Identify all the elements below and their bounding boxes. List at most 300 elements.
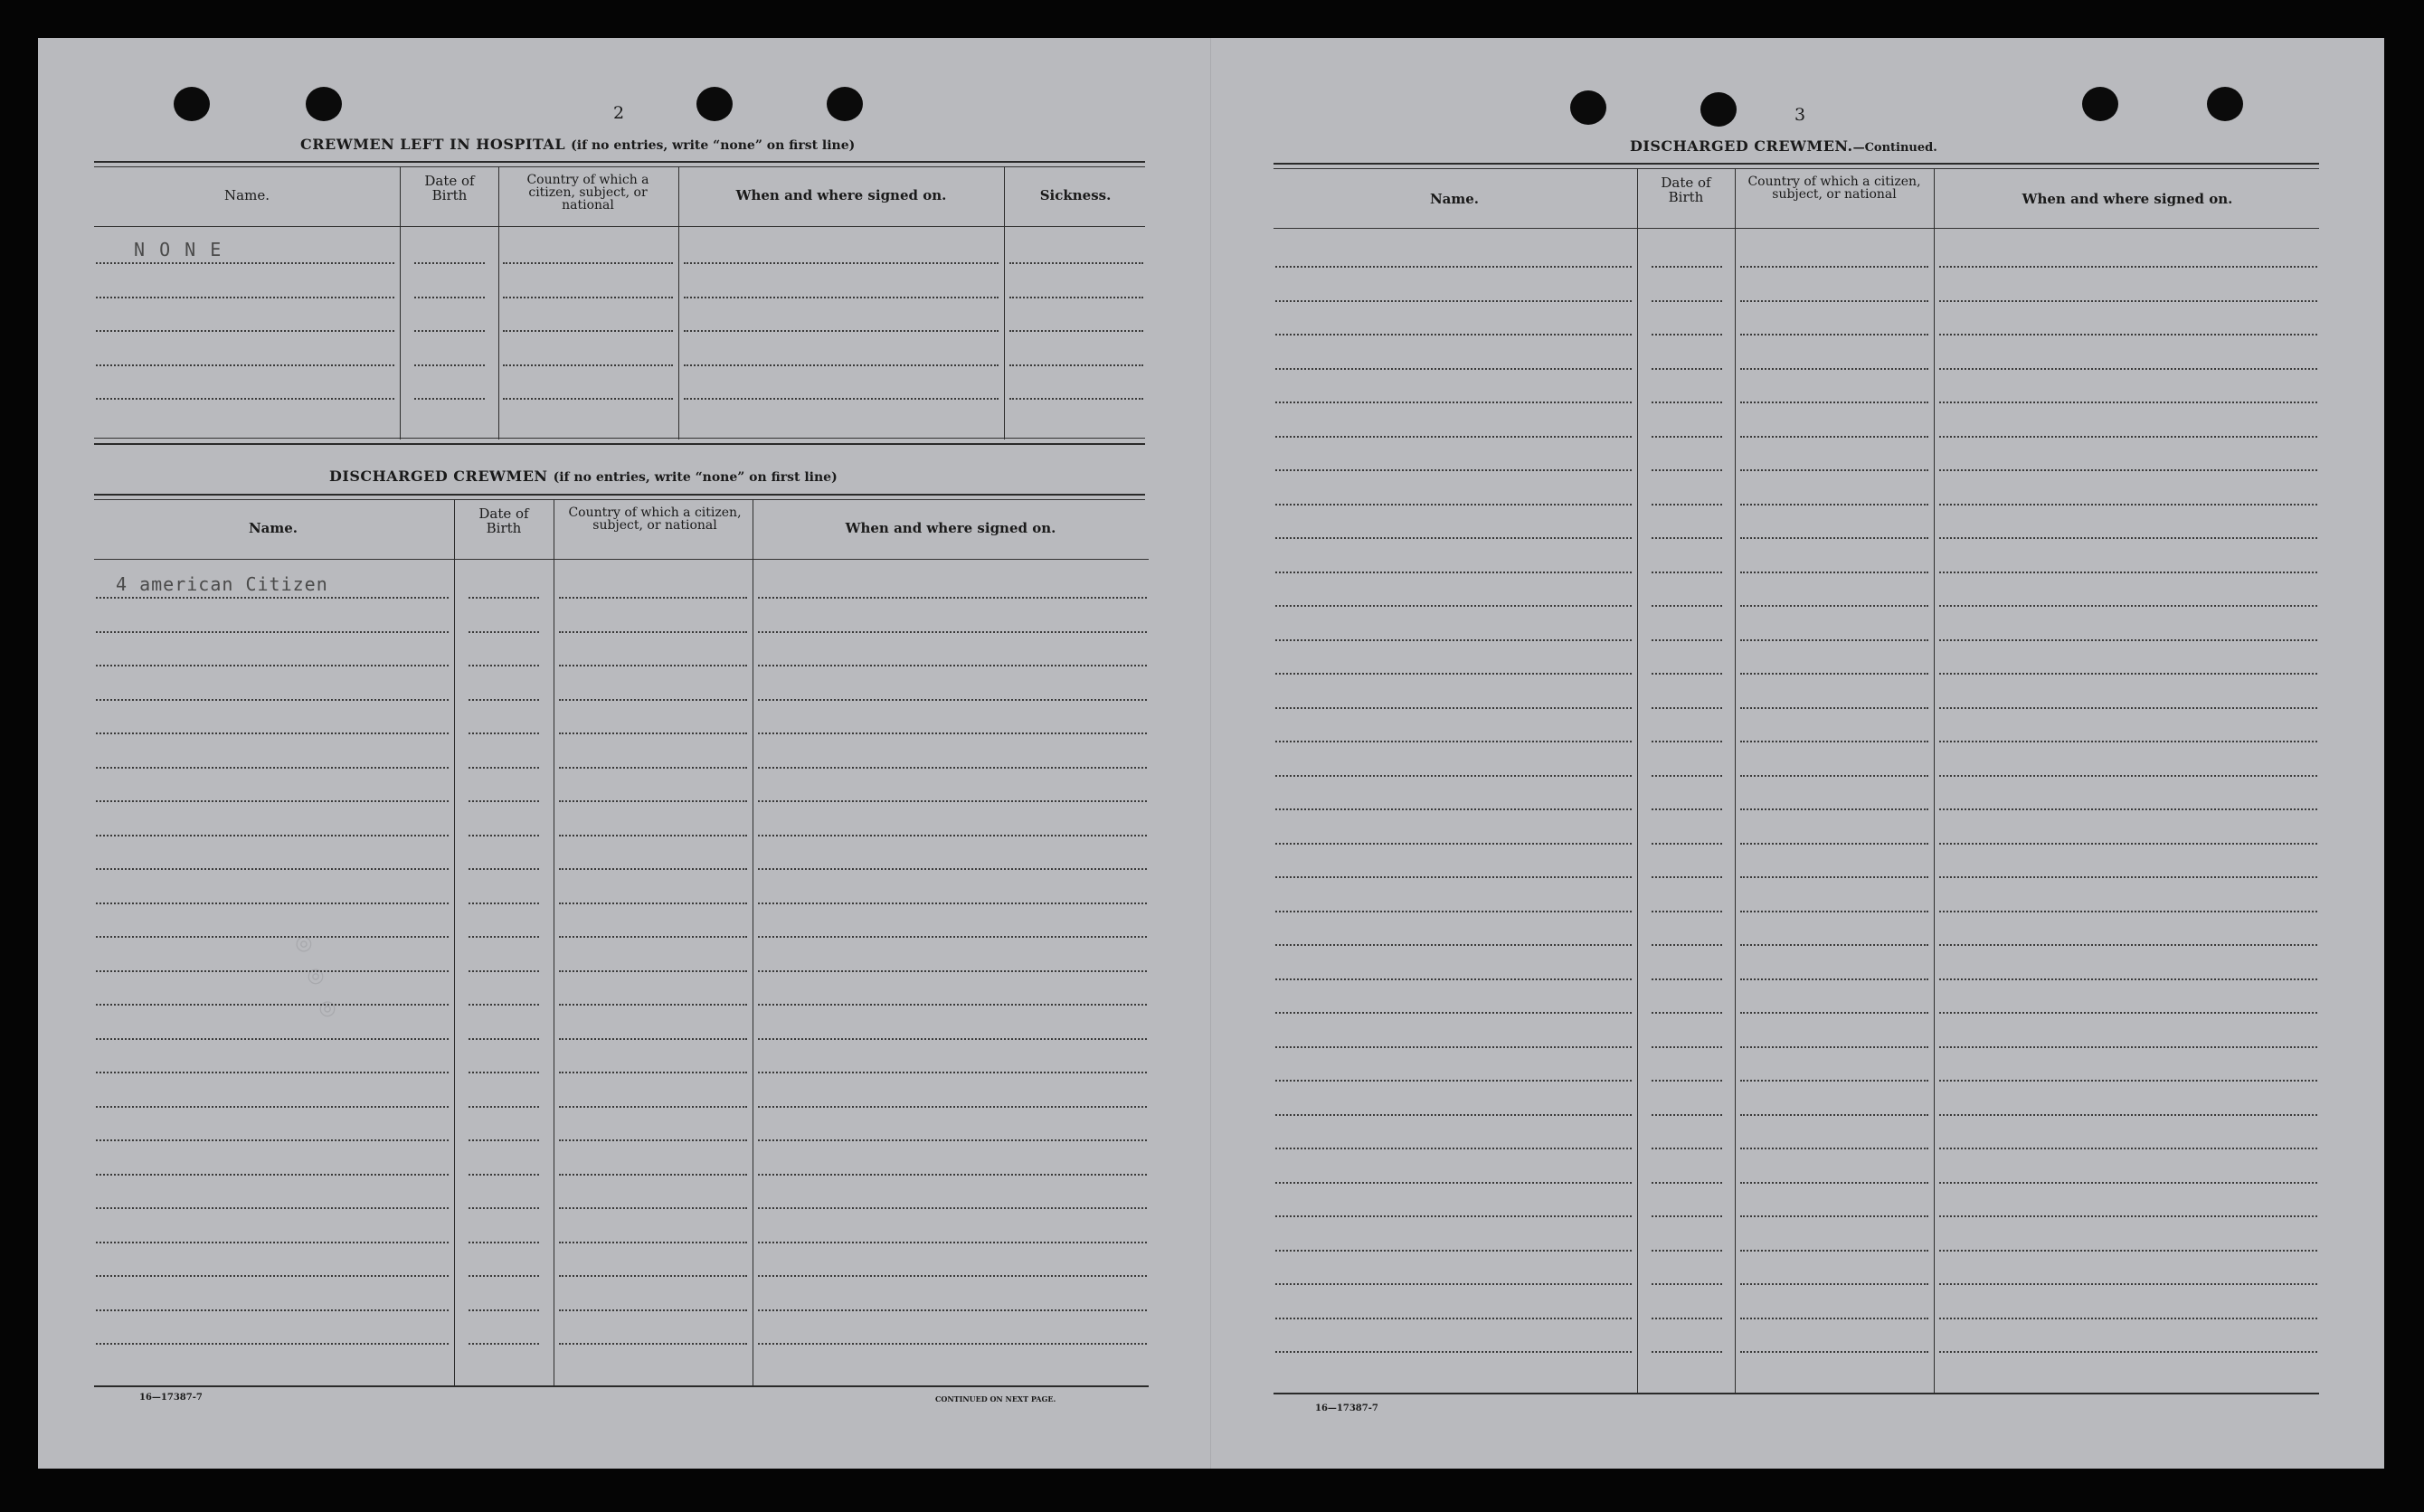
dotted-ruled-line <box>1652 707 1722 709</box>
dotted-ruled-line <box>1275 572 1632 573</box>
dotted-ruled-line <box>1939 300 2317 302</box>
dotted-ruled-line <box>1939 1182 2317 1184</box>
left-footer-continued: CONTINUED ON NEXT PAGE. <box>935 1394 1056 1403</box>
dotted-ruled-line <box>96 732 449 734</box>
hospital-top-rule <box>94 161 1145 163</box>
hospital-col-signed: When and where signed on. <box>735 187 947 203</box>
dotted-ruled-line <box>96 868 449 870</box>
dotted-ruled-line <box>1652 436 1722 438</box>
dotted-ruled-line <box>96 767 449 769</box>
dotted-ruled-line <box>469 732 539 734</box>
dotted-ruled-line <box>1939 368 2317 370</box>
dotted-ruled-line <box>503 330 673 332</box>
page-fold <box>1210 38 1211 1469</box>
dotted-ruled-line <box>96 398 394 400</box>
dotted-ruled-line <box>559 1207 747 1209</box>
dotted-ruled-line <box>559 1343 747 1345</box>
discharged-col-signed: When and where signed on. <box>845 520 1056 536</box>
dotted-ruled-line <box>469 1309 539 1311</box>
discharged-col-name: Name. <box>248 520 298 536</box>
dotted-ruled-line <box>1740 639 1928 641</box>
dotted-ruled-line <box>1939 639 2317 641</box>
dotted-ruled-line <box>503 398 673 400</box>
dotted-ruled-line <box>684 297 999 298</box>
dotted-ruled-line <box>1652 876 1722 878</box>
dotted-ruled-line <box>1275 775 1632 777</box>
dotted-ruled-line <box>1740 911 1928 912</box>
dotted-ruled-line <box>1275 673 1632 675</box>
dotted-ruled-line <box>414 330 485 332</box>
dotted-ruled-line <box>758 1343 1147 1345</box>
dotted-ruled-line <box>1275 368 1632 370</box>
dotted-ruled-line <box>1652 266 1722 268</box>
dotted-ruled-line <box>1652 911 1722 912</box>
dotted-ruled-line <box>503 364 673 366</box>
dotted-ruled-line <box>1652 1283 1722 1285</box>
dotted-ruled-line <box>1740 300 1928 302</box>
dotted-ruled-line <box>1275 605 1632 607</box>
dotted-ruled-line <box>469 631 539 633</box>
dotted-ruled-line <box>758 1309 1147 1311</box>
dotted-ruled-line <box>96 1275 449 1277</box>
dotted-ruled-line <box>559 1309 747 1311</box>
dotted-ruled-line <box>1740 1080 1928 1082</box>
dotted-ruled-line <box>559 1106 747 1108</box>
right-bottom-rule <box>1274 1393 2319 1394</box>
dotted-ruled-line <box>1740 402 1928 403</box>
hospital-col-divider <box>400 166 401 439</box>
dotted-ruled-line <box>1740 436 1928 438</box>
dotted-ruled-line <box>559 1275 747 1277</box>
dotted-ruled-line <box>469 597 539 599</box>
dotted-ruled-line <box>469 1174 539 1176</box>
dotted-ruled-line <box>1939 843 2317 845</box>
dotted-ruled-line <box>1740 537 1928 539</box>
dotted-ruled-line <box>1652 605 1722 607</box>
dotted-ruled-line <box>1275 1250 1632 1252</box>
dotted-ruled-line <box>1652 1182 1722 1184</box>
dotted-ruled-line <box>1009 297 1143 298</box>
dotted-ruled-line <box>1939 334 2317 335</box>
right-footer-code: 16—17387-7 <box>1315 1403 1378 1413</box>
dotted-ruled-line <box>96 364 394 366</box>
discharged-top-rule-2 <box>94 499 1145 500</box>
hospital-col-divider <box>678 166 679 439</box>
dotted-ruled-line <box>758 732 1147 734</box>
dotted-ruled-line <box>758 936 1147 938</box>
faded-stamp: ◎ ◎ ◎ <box>290 931 344 1026</box>
dotted-ruled-line <box>1275 639 1632 641</box>
dotted-ruled-line <box>559 902 747 904</box>
dotted-ruled-line <box>1740 808 1928 810</box>
dotted-ruled-line <box>96 970 449 972</box>
punch-hole <box>306 87 342 121</box>
dotted-ruled-line <box>1740 741 1928 742</box>
dotted-ruled-line <box>1275 741 1632 742</box>
dotted-ruled-line <box>1939 1283 2317 1285</box>
discharged-title-text: DISCHARGED CREWMEN <box>329 468 548 485</box>
dotted-ruled-line <box>96 902 449 904</box>
dotted-ruled-line <box>1740 504 1928 506</box>
dotted-ruled-line <box>1652 673 1722 675</box>
dotted-ruled-line <box>1740 876 1928 878</box>
dotted-ruled-line <box>1740 944 1928 946</box>
dotted-ruled-line <box>1275 1046 1632 1048</box>
discharged-title-note: (if no entries, write “none” on first line) <box>553 470 838 485</box>
dotted-ruled-line <box>758 1174 1147 1176</box>
dotted-ruled-line <box>469 800 539 802</box>
dotted-ruled-line <box>1939 1250 2317 1252</box>
dotted-ruled-line <box>469 936 539 938</box>
dotted-ruled-line <box>559 1174 747 1176</box>
hospital-header-rule <box>94 226 1145 227</box>
dotted-ruled-line <box>96 1343 449 1345</box>
dotted-ruled-line <box>1939 911 2317 912</box>
dotted-ruled-line <box>758 1072 1147 1073</box>
dotted-ruled-line <box>1652 1012 1722 1014</box>
dotted-ruled-line <box>469 665 539 666</box>
dotted-ruled-line <box>96 1106 449 1108</box>
dotted-ruled-line <box>1939 741 2317 742</box>
dotted-ruled-line <box>1740 775 1928 777</box>
dotted-ruled-line <box>96 699 449 701</box>
dotted-ruled-line <box>559 868 747 870</box>
dotted-ruled-line <box>758 1004 1147 1006</box>
hospital-col-dob: Date of Birth <box>424 173 475 203</box>
dotted-ruled-line <box>684 330 999 332</box>
dotted-ruled-line <box>469 1038 539 1040</box>
dotted-ruled-line <box>1009 262 1143 264</box>
dotted-ruled-line <box>1939 1351 2317 1353</box>
punch-hole <box>2082 87 2118 121</box>
right-top-rule-2 <box>1274 168 2319 169</box>
hospital-title-note: (if no entries, write “none” on first line) <box>571 138 856 153</box>
dotted-ruled-line <box>1275 808 1632 810</box>
dotted-ruled-line <box>1740 572 1928 573</box>
dotted-ruled-line <box>469 835 539 836</box>
dotted-ruled-line <box>1652 843 1722 845</box>
dotted-ruled-line <box>758 699 1147 701</box>
dotted-ruled-line <box>1275 334 1632 335</box>
punch-hole <box>827 87 863 121</box>
dotted-ruled-line <box>1275 1318 1632 1319</box>
dotted-ruled-line <box>1939 402 2317 403</box>
dotted-ruled-line <box>414 398 485 400</box>
dotted-ruled-line <box>1939 1114 2317 1116</box>
dotted-ruled-line <box>1939 673 2317 675</box>
dotted-ruled-line <box>414 262 485 264</box>
dotted-ruled-line <box>1652 1046 1722 1048</box>
document-sheet <box>38 38 2384 1469</box>
dotted-ruled-line <box>96 835 449 836</box>
dotted-ruled-line <box>1740 469 1928 471</box>
dotted-ruled-line <box>96 297 394 298</box>
hospital-col-country: Country of which a citizen, subject, or national <box>526 173 649 213</box>
dotted-ruled-line <box>1275 537 1632 539</box>
dotted-ruled-line <box>96 1242 449 1243</box>
dotted-ruled-line <box>1740 334 1928 335</box>
dotted-ruled-line <box>1275 504 1632 506</box>
dotted-ruled-line <box>1275 944 1632 946</box>
dotted-ruled-line <box>469 1106 539 1108</box>
right-col-signed: When and where signed on. <box>2022 191 2233 207</box>
dotted-ruled-line <box>1939 944 2317 946</box>
dotted-ruled-line <box>1939 1080 2317 1082</box>
hospital-col-name: Name. <box>224 187 270 203</box>
right-page-number: 3 <box>1794 105 1806 125</box>
dotted-ruled-line <box>96 1207 449 1209</box>
hospital-top-rule-2 <box>94 166 1145 167</box>
dotted-ruled-line <box>1652 1080 1722 1082</box>
dotted-ruled-line <box>96 1072 449 1073</box>
dotted-ruled-line <box>1275 300 1632 302</box>
dotted-ruled-line <box>1740 978 1928 980</box>
dotted-ruled-line <box>559 835 747 836</box>
dotted-ruled-line <box>1652 1250 1722 1252</box>
dotted-ruled-line <box>1275 436 1632 438</box>
dotted-ruled-line <box>1939 978 2317 980</box>
dotted-ruled-line <box>96 665 449 666</box>
punch-hole <box>174 87 210 121</box>
left-page-number: 2 <box>613 103 625 123</box>
dotted-ruled-line <box>1939 266 2317 268</box>
left-footer-code: 16—17387-7 <box>139 1393 203 1403</box>
dotted-ruled-line <box>96 1174 449 1176</box>
dotted-ruled-line <box>1275 1114 1632 1116</box>
dotted-ruled-line <box>758 1207 1147 1209</box>
dotted-ruled-line <box>559 1139 747 1141</box>
hospital-section-title <box>300 136 855 153</box>
dotted-ruled-line <box>1939 1046 2317 1048</box>
dotted-ruled-line <box>1652 537 1722 539</box>
dotted-ruled-line <box>758 902 1147 904</box>
dotted-ruled-line <box>1275 843 1632 845</box>
dotted-ruled-line <box>1652 1114 1722 1116</box>
dotted-ruled-line <box>469 902 539 904</box>
dotted-ruled-line <box>1939 876 2317 878</box>
dotted-ruled-line <box>1275 469 1632 471</box>
dotted-ruled-line <box>1009 398 1143 400</box>
dotted-ruled-line <box>96 1004 449 1006</box>
dotted-ruled-line <box>1939 469 2317 471</box>
right-col-divider <box>1934 168 1935 1393</box>
punch-hole <box>1570 90 1606 125</box>
dotted-ruled-line <box>758 597 1147 599</box>
dotted-ruled-line <box>1652 1318 1722 1319</box>
dotted-ruled-line <box>1740 1318 1928 1319</box>
dotted-ruled-line <box>1652 808 1722 810</box>
dotted-ruled-line <box>1652 978 1722 980</box>
dotted-ruled-line <box>96 1139 449 1141</box>
discharged-entry: 4 american Citizen <box>116 573 328 595</box>
dotted-ruled-line <box>1740 1182 1928 1184</box>
dotted-ruled-line <box>559 699 747 701</box>
dotted-ruled-line <box>559 631 747 633</box>
dotted-ruled-line <box>1652 944 1722 946</box>
dotted-ruled-line <box>758 1139 1147 1141</box>
dotted-ruled-line <box>1939 808 2317 810</box>
dotted-ruled-line <box>1740 1148 1928 1149</box>
dotted-ruled-line <box>758 970 1147 972</box>
dotted-ruled-line <box>96 631 449 633</box>
dotted-ruled-line <box>96 1309 449 1311</box>
right-header-rule <box>1274 228 2319 229</box>
dotted-ruled-line <box>1652 1351 1722 1353</box>
dotted-ruled-line <box>1939 1215 2317 1217</box>
dotted-ruled-line <box>96 800 449 802</box>
dotted-ruled-line <box>559 597 747 599</box>
dotted-ruled-line <box>559 1072 747 1073</box>
dotted-ruled-line <box>1740 673 1928 675</box>
dotted-ruled-line <box>559 1038 747 1040</box>
dotted-ruled-line <box>469 970 539 972</box>
dotted-ruled-line <box>469 1275 539 1277</box>
dotted-ruled-line <box>684 364 999 366</box>
dotted-ruled-line <box>503 262 673 264</box>
dotted-ruled-line <box>1652 402 1722 403</box>
dotted-ruled-line <box>1740 1351 1928 1353</box>
right-col-dob: Date of Birth <box>1661 175 1711 205</box>
dotted-ruled-line <box>1275 876 1632 878</box>
dotted-ruled-line <box>1652 368 1722 370</box>
dotted-ruled-line <box>1939 707 2317 709</box>
dotted-ruled-line <box>469 1004 539 1006</box>
dotted-ruled-line <box>1939 504 2317 506</box>
dotted-ruled-line <box>1275 402 1632 403</box>
dotted-ruled-line <box>758 631 1147 633</box>
dotted-ruled-line <box>1740 843 1928 845</box>
dotted-ruled-line <box>559 970 747 972</box>
dotted-ruled-line <box>758 1038 1147 1040</box>
dotted-ruled-line <box>1740 1283 1928 1285</box>
dotted-ruled-line <box>684 398 999 400</box>
dotted-ruled-line <box>758 1106 1147 1108</box>
dotted-ruled-line <box>1939 1318 2317 1319</box>
right-col-country: Country of which a citizen, subject, or national <box>1747 175 1921 202</box>
dotted-ruled-line <box>469 1207 539 1209</box>
dotted-ruled-line <box>1740 1215 1928 1217</box>
dotted-ruled-line <box>1652 775 1722 777</box>
dotted-ruled-line <box>1009 364 1143 366</box>
dotted-ruled-line <box>469 1072 539 1073</box>
discharged-top-rule <box>94 494 1145 496</box>
right-top-rule <box>1274 163 2319 165</box>
hospital-col-sickness: Sickness. <box>1039 187 1112 203</box>
discharged-bottom-rule <box>94 1385 1149 1387</box>
dotted-ruled-line <box>684 262 999 264</box>
punch-hole <box>1700 92 1737 127</box>
dotted-ruled-line <box>758 1242 1147 1243</box>
dotted-ruled-line <box>1275 1283 1632 1285</box>
dotted-ruled-line <box>414 364 485 366</box>
hospital-bottom-rule <box>94 438 1145 439</box>
right-col-divider <box>1735 168 1736 1393</box>
dotted-ruled-line <box>1939 775 2317 777</box>
dotted-ruled-line <box>559 800 747 802</box>
punch-hole <box>696 87 733 121</box>
dotted-ruled-line <box>559 665 747 666</box>
dotted-ruled-line <box>1275 1182 1632 1184</box>
dotted-ruled-line <box>469 1343 539 1345</box>
dotted-ruled-line <box>1275 1351 1632 1353</box>
dotted-ruled-line <box>1009 330 1143 332</box>
right-section-title <box>1630 137 1937 155</box>
dotted-ruled-line <box>1740 605 1928 607</box>
dotted-ruled-line <box>1939 436 2317 438</box>
dotted-ruled-line <box>469 1139 539 1141</box>
hospital-col-divider <box>498 166 499 439</box>
dotted-ruled-line <box>1652 639 1722 641</box>
dotted-ruled-line <box>1939 537 2317 539</box>
dotted-ruled-line <box>559 732 747 734</box>
dotted-ruled-line <box>1275 978 1632 980</box>
right-title-suffix: —Continued. <box>1852 141 1937 155</box>
dotted-ruled-line <box>469 767 539 769</box>
dotted-ruled-line <box>469 699 539 701</box>
dotted-ruled-line <box>469 868 539 870</box>
discharged-header-rule <box>94 559 1149 560</box>
dotted-ruled-line <box>758 868 1147 870</box>
dotted-ruled-line <box>96 1038 449 1040</box>
dotted-ruled-line <box>559 936 747 938</box>
right-col-divider <box>1637 168 1638 1393</box>
dotted-ruled-line <box>96 330 394 332</box>
dotted-ruled-line <box>1652 741 1722 742</box>
dotted-ruled-line <box>1740 266 1928 268</box>
dotted-ruled-line <box>1652 334 1722 335</box>
punch-hole <box>2207 87 2243 121</box>
dotted-ruled-line <box>1740 1012 1928 1014</box>
dotted-ruled-line <box>758 767 1147 769</box>
dotted-ruled-line <box>1740 1114 1928 1116</box>
hospital-bottom-rule-2 <box>94 443 1145 445</box>
dotted-ruled-line <box>96 597 449 599</box>
dotted-ruled-line <box>1652 572 1722 573</box>
dotted-ruled-line <box>1740 1046 1928 1048</box>
dotted-ruled-line <box>1275 266 1632 268</box>
dotted-ruled-line <box>559 1242 747 1243</box>
dotted-ruled-line <box>1939 1148 2317 1149</box>
dotted-ruled-line <box>1652 1148 1722 1149</box>
dotted-ruled-line <box>1652 469 1722 471</box>
dotted-ruled-line <box>1740 707 1928 709</box>
dotted-ruled-line <box>1275 707 1632 709</box>
right-title-text: DISCHARGED CREWMEN. <box>1630 137 1853 155</box>
discharged-section-title <box>329 468 838 485</box>
discharged-col-country: Country of which a citizen, subject, or national <box>568 506 742 533</box>
dotted-ruled-line <box>503 297 673 298</box>
dotted-ruled-line <box>758 835 1147 836</box>
dotted-ruled-line <box>96 262 394 264</box>
dotted-ruled-line <box>1275 1080 1632 1082</box>
dotted-ruled-line <box>1275 911 1632 912</box>
dotted-ruled-line <box>1939 1012 2317 1014</box>
dotted-ruled-line <box>1740 1250 1928 1252</box>
dotted-ruled-line <box>96 936 449 938</box>
dotted-ruled-line <box>758 665 1147 666</box>
dotted-ruled-line <box>1275 1215 1632 1217</box>
dotted-ruled-line <box>469 1242 539 1243</box>
dotted-ruled-line <box>758 800 1147 802</box>
dotted-ruled-line <box>758 1275 1147 1277</box>
dotted-ruled-line <box>1740 368 1928 370</box>
dotted-ruled-line <box>559 1004 747 1006</box>
dotted-ruled-line <box>1652 300 1722 302</box>
dotted-ruled-line <box>1652 504 1722 506</box>
dotted-ruled-line <box>1275 1148 1632 1149</box>
right-col-name: Name. <box>1429 191 1480 207</box>
dotted-ruled-line <box>559 767 747 769</box>
